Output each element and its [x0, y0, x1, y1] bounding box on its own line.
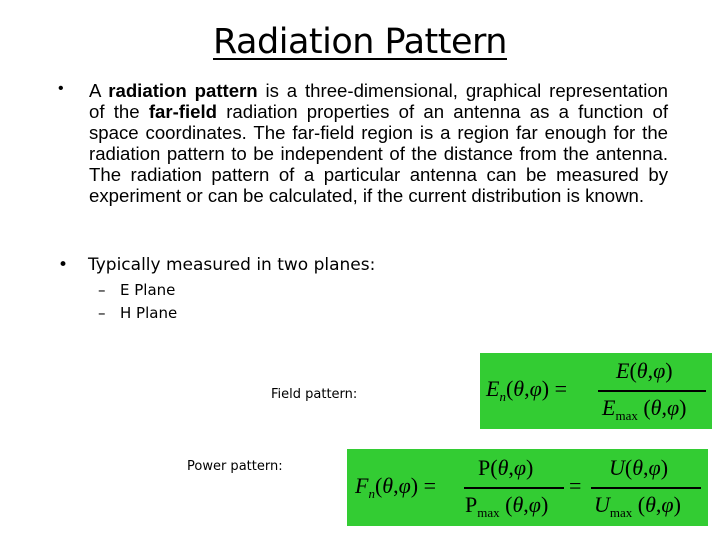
field-pattern-label: Field pattern: — [271, 387, 358, 402]
eq-numerator-u: U(θ,φ) — [609, 455, 669, 480]
power-pattern-equation — [347, 449, 708, 526]
bullet-radiation-definition — [58, 80, 668, 207]
eq-denominator-p: $P_{max}$ (θ,φ) — [465, 492, 549, 520]
eq-equals: = — [569, 473, 582, 498]
sub-item-h-plane — [98, 304, 177, 322]
fraction-bar — [464, 487, 564, 489]
fraction-bar — [591, 487, 701, 489]
bullet-dot-icon: • — [58, 255, 69, 275]
bullet-measured-planes — [58, 255, 375, 275]
seg-0: A — [89, 80, 109, 101]
eq-lhs: $F_n(\theta,\varphi)$ = — [355, 473, 436, 501]
bullet-planes-text: Typically measured in two planes: — [88, 255, 376, 275]
sub-item-e-plane — [98, 281, 175, 299]
eq-denominator: $E_{max}$ (θ,φ) — [602, 395, 687, 423]
power-pattern-label: Power pattern: — [187, 459, 283, 474]
eq-denominator-u: $U_{max}$ (θ,φ) — [594, 492, 681, 520]
dash-icon: – — [98, 304, 106, 322]
eq-numerator: E(θ,φ) — [616, 358, 673, 383]
sub-item-label: H Plane — [120, 304, 178, 322]
eq-numerator-p: P(θ,φ) — [478, 455, 534, 480]
field-pattern-equation — [480, 353, 712, 429]
fraction-bar — [598, 390, 706, 392]
page-title: Radiation Pattern — [213, 22, 507, 62]
eq-lhs: $E_n(\theta,\varphi)$ = — [486, 376, 567, 404]
bullet-dot-icon: • — [58, 80, 64, 97]
dash-icon: – — [98, 281, 106, 299]
sub-item-label: E Plane — [120, 281, 176, 299]
term-radiation-pattern: radiation pattern — [108, 80, 258, 101]
term-far-field: far-field — [148, 101, 217, 123]
definition-paragraph — [89, 80, 668, 207]
seg-4: radiation properties of an antenna as a function of space coordinates. The far-field region is a region far enough for the radiation pattern to be independent of the distance from the antenna. The radiation pattern of a particular antenna can be measured by experiment or can be calculated, if the current distribution is known. — [89, 101, 669, 207]
seg-2: is a three-dimensional, graphical representation of the — [89, 80, 669, 123]
